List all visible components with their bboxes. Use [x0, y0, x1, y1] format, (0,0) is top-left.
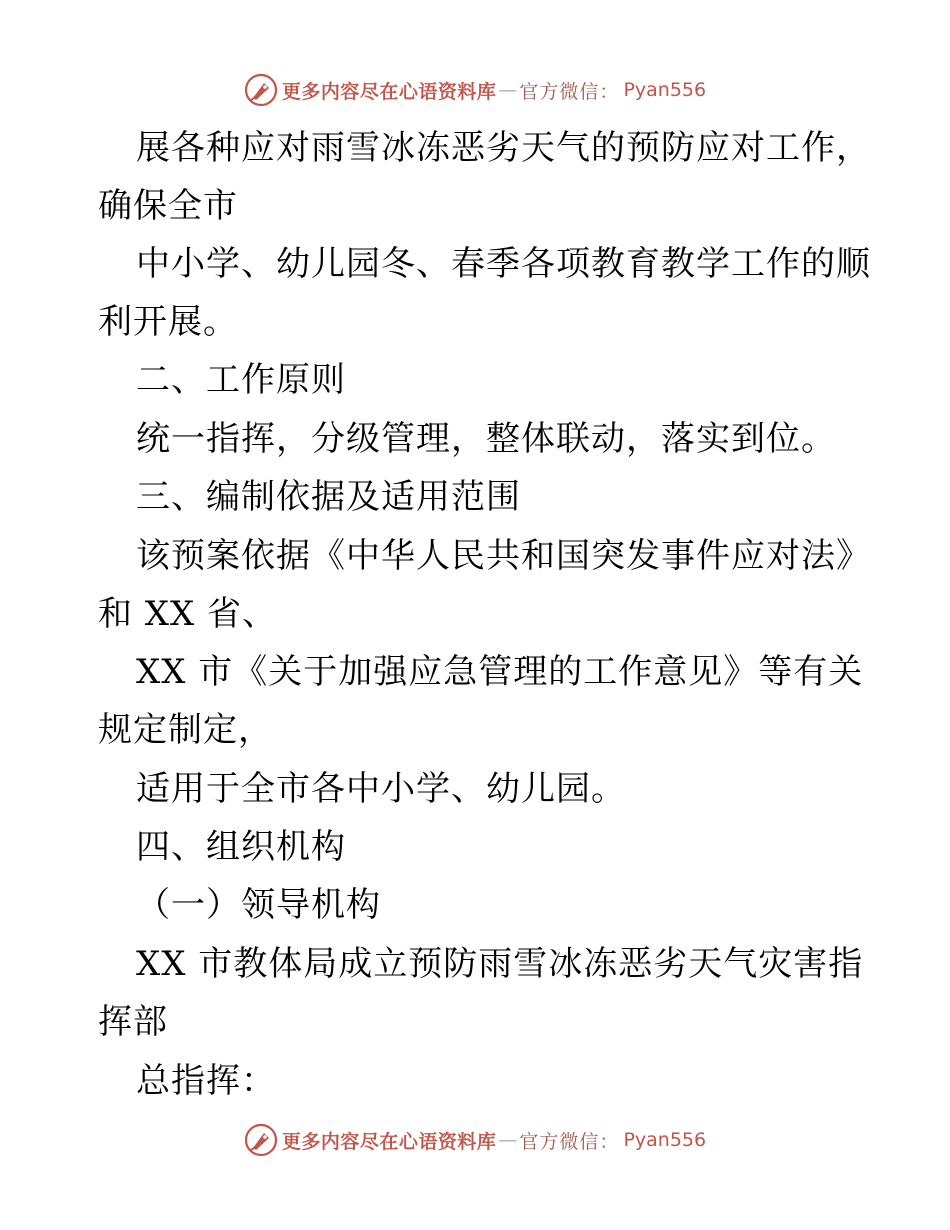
watermark-wechat-label: 官方微信：: [519, 1130, 620, 1153]
watermark-wechat-label: 官方微信：: [519, 80, 620, 103]
doc-line-10: XX 市《关于加强应急管理的工作意见》等有关: [136, 652, 864, 692]
footer-watermark: [0, 1120, 950, 1160]
watermark-main-text: 更多内容尽在心语资料库: [281, 1130, 497, 1153]
section-heading-organization: 四、组织机构: [136, 827, 346, 867]
pen-nib-logo-icon: [244, 73, 278, 107]
watermark-wechat-id: Pyan556: [623, 1129, 707, 1151]
header-watermark: [0, 70, 950, 110]
doc-line-12: 适用于全市各中小学、幼儿园。: [136, 769, 626, 809]
doc-line-16: 挥部: [98, 1002, 168, 1042]
doc-line-6: 统一指挥，分级管理，整体联动，落实到位。: [136, 419, 836, 459]
doc-line-2: 确保全市: [98, 186, 238, 226]
subsection-heading-leadership: （一）领导机构: [136, 885, 381, 925]
doc-line-15: XX 市教体局成立预防雨雪冰冻恶劣天气灾害指: [136, 944, 864, 984]
section-heading-basis-scope: 三、编制依据及适用范围: [136, 477, 521, 517]
watermark-dash: —: [498, 79, 518, 101]
doc-line-8: 该预案依据《中华人民共和国突发事件应对法》: [136, 536, 871, 576]
doc-line-9: 和 XX 省、: [98, 594, 278, 634]
doc-line-11: 规定制定，: [98, 710, 273, 750]
doc-line-1: 展各种应对雨雪冰冻恶劣天气的预防应对工作，: [136, 128, 871, 168]
doc-line-17: 总指挥：: [136, 1061, 276, 1101]
watermark-dash: —: [498, 1129, 518, 1151]
doc-line-3: 中小学、幼儿园冬、春季各项教育教学工作的顺: [136, 244, 871, 284]
pen-nib-logo-icon: [244, 1123, 278, 1157]
watermark-main-text: 更多内容尽在心语资料库: [281, 80, 497, 103]
doc-line-4: 利开展。: [98, 302, 238, 342]
watermark-wechat-id: Pyan556: [623, 79, 707, 101]
section-heading-principles: 二、工作原则: [136, 360, 346, 400]
